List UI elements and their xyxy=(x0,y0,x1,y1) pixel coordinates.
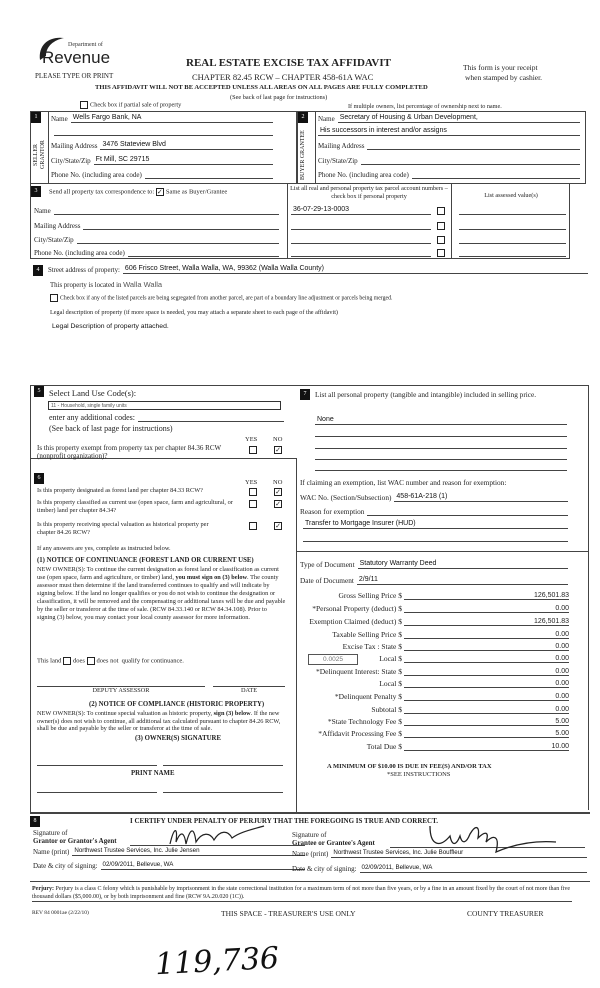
section-3-tax-correspondence xyxy=(30,183,570,259)
total-due-row[interactable]: Total Due $ 10.00 xyxy=(366,742,569,751)
buyer-grantee-label: BUYER GRANTEE xyxy=(300,130,306,180)
personal-property-line[interactable] xyxy=(312,440,567,449)
section-number: 6 xyxy=(34,473,44,484)
assessed-header: List assessed value(s) xyxy=(484,192,538,199)
personal-property-value: None xyxy=(315,416,567,425)
does-not-checkbox[interactable] xyxy=(87,657,95,665)
personal-property-line[interactable] xyxy=(312,462,567,471)
parcel-row[interactable] xyxy=(291,248,447,257)
seller-mailing-field[interactable] xyxy=(51,141,273,150)
assessed-value-field[interactable] xyxy=(456,221,566,230)
receipt-note-2: when stamped by cashier. xyxy=(465,73,543,82)
historical-no-checkbox[interactable]: ✓ xyxy=(275,522,281,530)
taxable-selling-price-row[interactable]: Taxable Selling Price $ 0.00 xyxy=(332,630,569,639)
buyer-name: Secretary of Housing & Urban Development, xyxy=(338,114,580,123)
select-land-use-label: Select Land Use Code(s): xyxy=(49,388,137,398)
personal-property-label: List all personal property (tangible and intangible) included in selling price. xyxy=(315,390,537,399)
money-value: 0.00 xyxy=(404,631,569,639)
section-6-designations xyxy=(30,459,297,814)
personal-property-checkbox[interactable] xyxy=(437,222,445,230)
buyer-mailing-field[interactable] xyxy=(318,141,580,150)
wac-field[interactable] xyxy=(300,493,568,502)
exemption-reason: Transfer to Mortgage Insurer (HUD) xyxy=(303,520,568,529)
grantor-name-field[interactable] xyxy=(33,847,305,856)
document-date: 2/9/11 xyxy=(357,576,568,585)
label: Phone No. (including area code) xyxy=(51,171,142,179)
buyer-name-line-2[interactable] xyxy=(318,127,580,136)
segregated-checkbox[interactable] xyxy=(50,294,392,302)
reason-line[interactable] xyxy=(300,520,568,529)
same-as-buyer-checkbox[interactable]: ✓ xyxy=(156,188,163,196)
correspondence-mailing-field[interactable] xyxy=(34,221,279,230)
seller-city-state-zip: Ft Mill, SC 29715 xyxy=(94,156,273,165)
parcel-header: List all real and personal property tax parcel account numbers – check box if personal property xyxy=(290,185,448,200)
grantor-date-field[interactable] xyxy=(33,861,305,870)
land-use-code-select[interactable]: 11 - Household, single family units xyxy=(48,401,281,410)
section-4-property xyxy=(30,262,590,346)
handwritten-number: 119,736 xyxy=(154,940,280,983)
grantor-signature-label: Signature of Grantor or Grantor's Agent xyxy=(33,829,117,845)
treasurer-space-label: THIS SPACE - TREASURER'S USE ONLY xyxy=(221,909,356,918)
deputy-assessor-line[interactable] xyxy=(37,686,205,694)
money-value: 10.00 xyxy=(404,743,569,751)
section-number: 7 xyxy=(300,389,310,400)
grantee-date-field[interactable] xyxy=(292,864,587,873)
yes-header: YES xyxy=(245,436,258,443)
seller-name: Wells Fargo Bank, NA xyxy=(71,114,273,123)
current-use-no-checkbox[interactable]: ✓ xyxy=(275,500,281,508)
label: DATE xyxy=(240,687,258,694)
grantor-date-city: 02/09/2011, Bellevue, WA xyxy=(101,861,305,870)
no-header: NO xyxy=(273,479,283,486)
legal-description-label: Legal description of property (if more space is needed, you may attach a separate sheet to each page of the affidavit) xyxy=(50,309,338,316)
forest-land-question: Is this property designated as forest land per chapter 84.33 RCW? xyxy=(37,487,203,494)
notice-continuance-title: (1) NOTICE OF CONTINUANCE (FOREST LAND OR CURRENT USE) xyxy=(37,557,254,564)
partial-sale-checkbox[interactable] xyxy=(80,101,181,109)
correspondence-city-field[interactable] xyxy=(34,235,279,244)
label: Reason for exemption xyxy=(300,507,365,516)
money-value: 5.00 xyxy=(404,718,569,726)
svg-text:Revenue: Revenue xyxy=(42,48,111,67)
money-value: 126,501.83 xyxy=(404,618,569,626)
section-2-buyer xyxy=(297,111,586,184)
perjury-notice: Perjury: Perjury is a class C felony which is punishable by imprisonment in the state correctional institution for a maximum term of not more than five years, or by a fine in an amount fixed by the court of not more than five thousand dollars ($5,000.00), or by both imprisonment and fine (RCW 9A.20.020 (1C)). xyxy=(32,886,571,900)
money-value: 5.00 xyxy=(404,730,569,738)
personal-property-line[interactable] xyxy=(312,451,567,460)
correspondence-phone-field[interactable] xyxy=(34,248,279,257)
current-use-yes-checkbox[interactable] xyxy=(249,500,257,508)
label: DEPUTY ASSESSOR xyxy=(92,687,150,694)
notice-compliance-title: (2) NOTICE OF COMPLIANCE (HISTORIC PROPERTY) xyxy=(89,701,265,708)
seller-name-line-2[interactable] xyxy=(51,127,273,136)
seller-grantor-label: SELLER GRANTOR xyxy=(33,140,46,170)
delinquent-penalty-row[interactable]: *Delinquent Penalty $ 0.00 xyxy=(334,692,569,701)
multiple-owners-note: If multiple owners, list percentage of ownership next to name. xyxy=(348,103,502,110)
money-value: 0.00 xyxy=(404,605,569,613)
county-treasurer-label: COUNTY TREASURER xyxy=(467,909,544,918)
gross-selling-price-row[interactable]: Gross Selling Price $ 126,501.83 xyxy=(338,591,569,600)
parcel-row[interactable] xyxy=(291,206,447,215)
assessed-value-field[interactable] xyxy=(456,248,566,257)
located-in-value: Walla Walla xyxy=(123,280,163,289)
seller-name-field[interactable] xyxy=(51,114,273,123)
label: Mailing Address xyxy=(318,142,365,150)
exemption-claim-label: If claiming an exemption, list WAC number and reason for exemption: xyxy=(300,478,507,487)
label: Type of Document xyxy=(300,560,355,569)
buyer-phone-field[interactable] xyxy=(318,170,580,179)
personal-property-checkbox[interactable] xyxy=(437,236,445,244)
buyer-name-field[interactable] xyxy=(318,114,580,123)
form-chapter: CHAPTER 82.45 RCW – CHAPTER 458-61A WAC xyxy=(192,72,374,82)
segregated-label: Check box if any of the listed parcels are being segregated from another parcel, are part of a boundary line adjustment or parcels being merged. xyxy=(60,295,393,302)
money-value: 0.00 xyxy=(404,643,569,651)
partial-sale-label: Check box if partial sale of property xyxy=(90,101,182,109)
current-use-question: Is this property classified as current use (open space, farm and agricultural, or timber) land per chapter 84.34? xyxy=(37,499,233,514)
section-number: 5 xyxy=(34,386,44,397)
grantee-print-name: Northwest Trustee Services, Inc. Julie Bouffleur xyxy=(331,849,587,858)
certify-statement: I CERTIFY UNDER PENALTY OF PERJURY THAT THE FOREGOING IS TRUE AND CORRECT. xyxy=(130,817,439,825)
owner-signature-line[interactable] xyxy=(163,765,283,766)
send-correspondence-label: Send all property tax correspondence to: ✓ Same as Buyer/Grantee xyxy=(49,188,228,196)
document-date-field[interactable] xyxy=(300,576,568,585)
dor-logo xyxy=(36,30,116,72)
located-in: This property is located in Walla Walla xyxy=(50,280,163,289)
section-number: 4 xyxy=(33,265,43,276)
label: Date & city of signing: xyxy=(33,862,98,870)
parcel-row[interactable] xyxy=(291,235,447,244)
exemption-claimed-row[interactable]: Exemption Claimed (deduct) $ 126,501.83 xyxy=(309,617,569,626)
money-value: 0.00 xyxy=(404,680,569,688)
buyer-name-continued: His successors in interest and/or assigns xyxy=(318,127,580,136)
parcel-row[interactable] xyxy=(291,221,447,230)
no-header: NO xyxy=(273,436,283,443)
correspondence-name-field[interactable] xyxy=(34,206,279,215)
personal-property-checkbox[interactable] xyxy=(437,207,445,215)
subtotal-row[interactable]: Subtotal $ 0.00 xyxy=(371,705,569,714)
notice-compliance-text: NEW OWNER(S): To continue special valuation as historic property, sign (3) below. If the new owner(s) does not wish to continue, all additional tax calculated pursuant to chapter 84.26 RCW, shall be due and payable by the seller or transferor at the time of sale. xyxy=(37,710,281,732)
label: City/State/Zip xyxy=(34,236,74,244)
section-7-financial xyxy=(297,385,589,810)
assessed-value-field[interactable] xyxy=(456,235,566,244)
label: enter any additional codes: xyxy=(49,413,135,422)
historical-yes-checkbox[interactable] xyxy=(249,522,257,530)
grantee-name-field[interactable] xyxy=(292,849,587,858)
delinquent-interest-state-row[interactable]: *Delinquent Interest: State $ 0.00 xyxy=(315,667,569,676)
label: Name (print) xyxy=(33,848,70,856)
see-back-instructions: (See back of last page for instructions) xyxy=(49,424,173,433)
label: Name (print) xyxy=(292,850,329,858)
seller-mailing-address: 3476 Stateview Blvd xyxy=(100,141,273,150)
buyer-city-field[interactable] xyxy=(318,156,580,165)
affidavit-processing-fee-row[interactable]: *Affidavit Processing Fee $ 5.00 xyxy=(318,729,569,738)
personal-property-deduct-row[interactable]: *Personal Property (deduct) $ 0.00 xyxy=(312,604,569,613)
street-address: 606 Frisco Street, Walla Walla, WA, 99362 (Walla Walla County) xyxy=(123,265,588,274)
section-5-land-use xyxy=(30,385,297,459)
wac-number: 458-61A-218 (1) xyxy=(394,493,568,502)
section-number: 2 xyxy=(298,112,308,123)
section-1-seller xyxy=(30,111,297,184)
grantor-print-name: Northwest Trustee Services, Inc. Julie Jensen xyxy=(72,847,305,856)
exempt-yes-checkbox[interactable] xyxy=(249,446,257,454)
label: Name xyxy=(34,207,51,215)
exempt-no-checkbox[interactable]: ✓ xyxy=(275,446,281,454)
see-back-note: (See back of last page for instructions) xyxy=(230,94,328,101)
personal-property-line[interactable] xyxy=(312,416,567,425)
additional-codes-field[interactable] xyxy=(49,413,284,422)
legal-description-value[interactable]: Legal Description of property attached. xyxy=(52,323,169,330)
document-type: Statutory Warranty Deed xyxy=(358,560,568,569)
personal-property-checkbox[interactable] xyxy=(437,249,445,257)
delinquent-interest-local-row[interactable]: Local $ 0.00 xyxy=(379,679,569,688)
minimum-due-note: A MINIMUM OF $10.00 IS DUE IN FEE(S) AND/OR TAX xyxy=(327,763,492,770)
label: Phone No. (including area code) xyxy=(318,171,409,179)
label: WAC No. (Section/Subsection) xyxy=(300,493,392,502)
label: Mailing Address xyxy=(34,222,81,230)
label: City/State/Zip xyxy=(51,157,91,165)
historical-question: Is this property receiving special valuation as historical property per chapter 84.26 RCW? xyxy=(37,521,209,536)
revenue-logo-icon xyxy=(36,30,116,72)
please-type-note: PLEASE TYPE OR PRINT xyxy=(35,72,114,80)
exempt-question: Is this property exempt from property tax per chapter 84.36 RCW (nonprofit organization)? xyxy=(37,444,221,460)
grantor-signature-icon xyxy=(160,822,270,850)
grantee-date-city: 02/09/2011, Bellevue, WA xyxy=(360,864,587,873)
label: Street address of property: xyxy=(48,267,120,274)
svg-text:Department of: Department of xyxy=(68,42,103,48)
same-as-buyer-label: Same as Buyer/Grantee xyxy=(165,188,228,196)
excise-tax-state-row[interactable]: Excise Tax : State $ 0.00 xyxy=(342,642,569,651)
money-value: 0.00 xyxy=(404,693,569,701)
personal-property-line[interactable] xyxy=(312,428,567,437)
section-number: 8 xyxy=(30,816,40,827)
seller-city-field[interactable] xyxy=(51,156,273,165)
money-value: 0.00 xyxy=(404,668,569,676)
see-instructions-note: *SEE INSTRUCTIONS xyxy=(387,771,451,778)
local-rate-box[interactable]: 0.0025 xyxy=(308,654,358,665)
state-technology-fee-row[interactable]: *State Technology Fee $ 5.00 xyxy=(327,717,569,726)
section-8-certification xyxy=(30,812,590,882)
receipt-note-1: This form is your receipt xyxy=(463,63,538,72)
label: City/State/Zip xyxy=(318,157,358,165)
reason-field[interactable] xyxy=(300,507,568,516)
print-name-label: PRINT NAME xyxy=(131,770,175,777)
label: Name xyxy=(51,115,68,123)
money-value: 126,501.83 xyxy=(404,592,569,600)
grantee-signature-label: Signature of Grantee or Grantee's Agent xyxy=(292,831,375,847)
print-name-line[interactable] xyxy=(163,792,283,793)
money-value: 0.00 xyxy=(404,706,569,714)
form-title: REAL ESTATE EXCISE TAX AFFIDAVIT xyxy=(186,57,391,69)
forest-no-checkbox[interactable]: ✓ xyxy=(275,488,281,496)
owner-signature-title: (3) OWNER(S) SIGNATURE xyxy=(135,735,221,742)
warning-text: THIS AFFIDAVIT WILL NOT BE ACCEPTED UNLESS ALL AREAS ON ALL PAGES ARE FULLY COMPLETED xyxy=(95,84,428,91)
qualify-row: This land does does not qualify for continuance. xyxy=(37,657,184,665)
label: Phone No. (including area code) xyxy=(34,249,125,257)
label: Date of Document xyxy=(300,576,354,585)
revision-code: REV 84 0001ae (2/22/10) xyxy=(32,910,89,916)
document-type-field[interactable] xyxy=(300,560,568,569)
excise-tax-local-row[interactable]: Local $ 0.00 xyxy=(379,654,569,663)
if-yes-note: If any answers are yes, complete as instructed below. xyxy=(37,545,171,552)
does-checkbox[interactable] xyxy=(63,657,71,665)
street-address-field[interactable] xyxy=(48,265,588,274)
assessed-value-field[interactable] xyxy=(456,206,566,215)
label: Mailing Address xyxy=(51,142,98,150)
label: Date & city of signing: xyxy=(292,865,357,873)
section-number: 3 xyxy=(31,186,41,197)
money-value: 0.00 xyxy=(404,655,569,663)
notice-continuance-text: NEW OWNER(S): To continue the current designation as forest land or classification as current use (open space, farm and agriculture, or timber) land, you must sign on (3) below. The county assessor must then determine if the land transferred continues to qualify and will indicate by signing below. If the land no longer qualifies or you do not wish to continue the designation or classification, it will be removed and the compensating or additional taxes will be due and payable by the seller or transferor at the time of sale. (RCW 84.33.140 or RCW 84.34.108). Prior to signing (3) below, you may contact your local county assessor for more information. xyxy=(37,566,286,621)
label: Name xyxy=(318,115,335,123)
seller-phone-field[interactable] xyxy=(51,170,273,179)
reason-line[interactable] xyxy=(300,533,568,542)
section-number: 1 xyxy=(31,112,41,123)
owner-signature-line[interactable] xyxy=(37,765,157,766)
forest-yes-checkbox[interactable] xyxy=(249,488,257,496)
yes-header: YES xyxy=(245,479,258,486)
parcel-number: 36-07-29-13-0003 xyxy=(291,206,431,215)
print-name-line[interactable] xyxy=(37,792,157,793)
